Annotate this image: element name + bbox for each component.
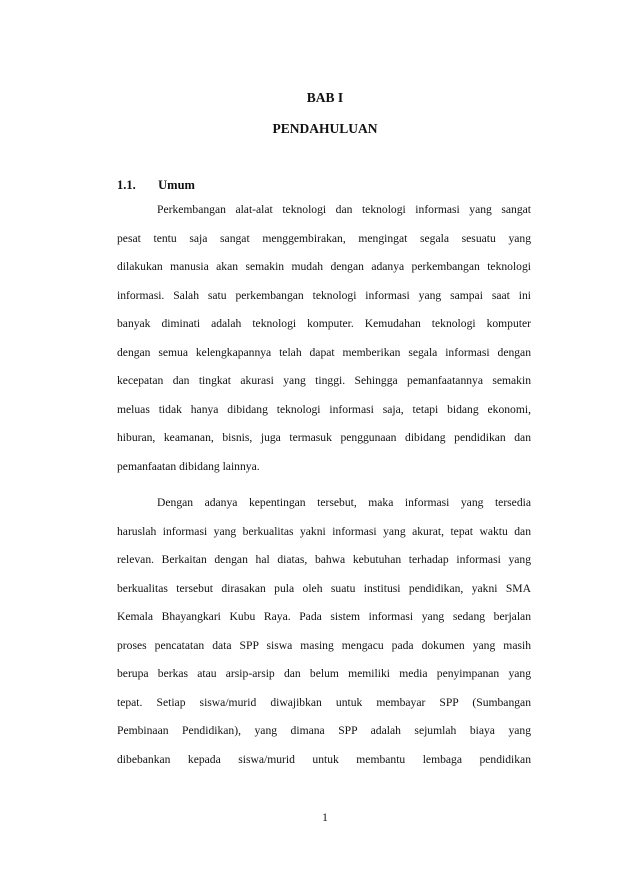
paragraph-line: Kemala Bhayangkari Kubu Raya. Pada sistem informasi yang sedang berjalan bbox=[117, 610, 531, 623]
paragraph-line: Perkembangan alat-alat teknologi dan teknologi informasi yang sangat bbox=[157, 203, 531, 216]
page-number: 1 bbox=[322, 812, 328, 824]
paragraph-line: Dengan adanya kepentingan tersebut, maka informasi yang tersedia bbox=[157, 496, 531, 509]
chapter-title: PENDAHULUAN bbox=[272, 121, 378, 136]
chapter-number: BAB I bbox=[306, 90, 344, 105]
paragraph-2 bbox=[117, 489, 531, 774]
paragraph-1 bbox=[117, 196, 531, 481]
paragraph-line: berupa berkas atau arsip-arsip dan belum memiliki media penyimpanan yang bbox=[117, 667, 531, 680]
paragraph-line: informasi. Salah satu perkembangan teknologi informasi yang sampai saat ini bbox=[117, 288, 531, 302]
section-title: Umum bbox=[158, 178, 195, 192]
section-heading bbox=[117, 178, 195, 193]
paragraph-line: pemanfaatan dibidang lainnya. bbox=[117, 459, 260, 473]
paragraph-line: dilakukan manusia akan semakin mudah dengan adanya perkembangan teknologi bbox=[117, 260, 531, 273]
paragraph-line: berkualitas tersebut dirasakan pula oleh suatu institusi pendidikan, yakni SMA bbox=[117, 581, 531, 595]
section-number: 1.1. bbox=[117, 178, 136, 192]
paragraph-line: haruslah informasi yang berkualitas yakni informasi yang akurat, tepat waktu dan bbox=[117, 524, 531, 538]
paragraph-line: dibebankan kepada siswa/murid untuk membantu lembaga pendidikan bbox=[117, 752, 531, 766]
paragraph-line: hiburan, keamanan, bisnis, juga termasuk penggunaan dibidang pendidikan dan bbox=[117, 431, 531, 444]
paragraph-line: meluas tidak hanya dibidang teknologi informasi saja, tetapi bidang ekonomi, bbox=[117, 402, 531, 416]
paragraph-line: Pembinaan Pendidikan), yang dimana SPP adalah sejumlah biaya yang bbox=[117, 724, 531, 737]
paragraph-line: banyak diminati adalah teknologi komputer. Kemudahan teknologi komputer bbox=[117, 317, 531, 330]
paragraph-line: proses pencatatan data SPP siswa masing mengacu pada dokumen yang masih bbox=[117, 638, 531, 652]
paragraph-line: tepat. Setiap siswa/murid diwajibkan untuk membayar SPP (Sumbangan bbox=[117, 695, 531, 709]
paragraph-line: pesat tentu saja sangat menggembirakan, mengingat segala sesuatu yang bbox=[117, 231, 531, 245]
paragraph-line: dengan semua kelengkapannya telah dapat memberikan segala informasi dengan bbox=[117, 345, 531, 359]
paragraph-line: kecepatan dan tingkat akurasi yang tinggi. Sehingga pemanfaatannya semakin bbox=[117, 374, 531, 387]
paragraph-line: relevan. Berkaitan dengan hal diatas, bahwa kebutuhan terhadap informasi yang bbox=[117, 553, 531, 566]
